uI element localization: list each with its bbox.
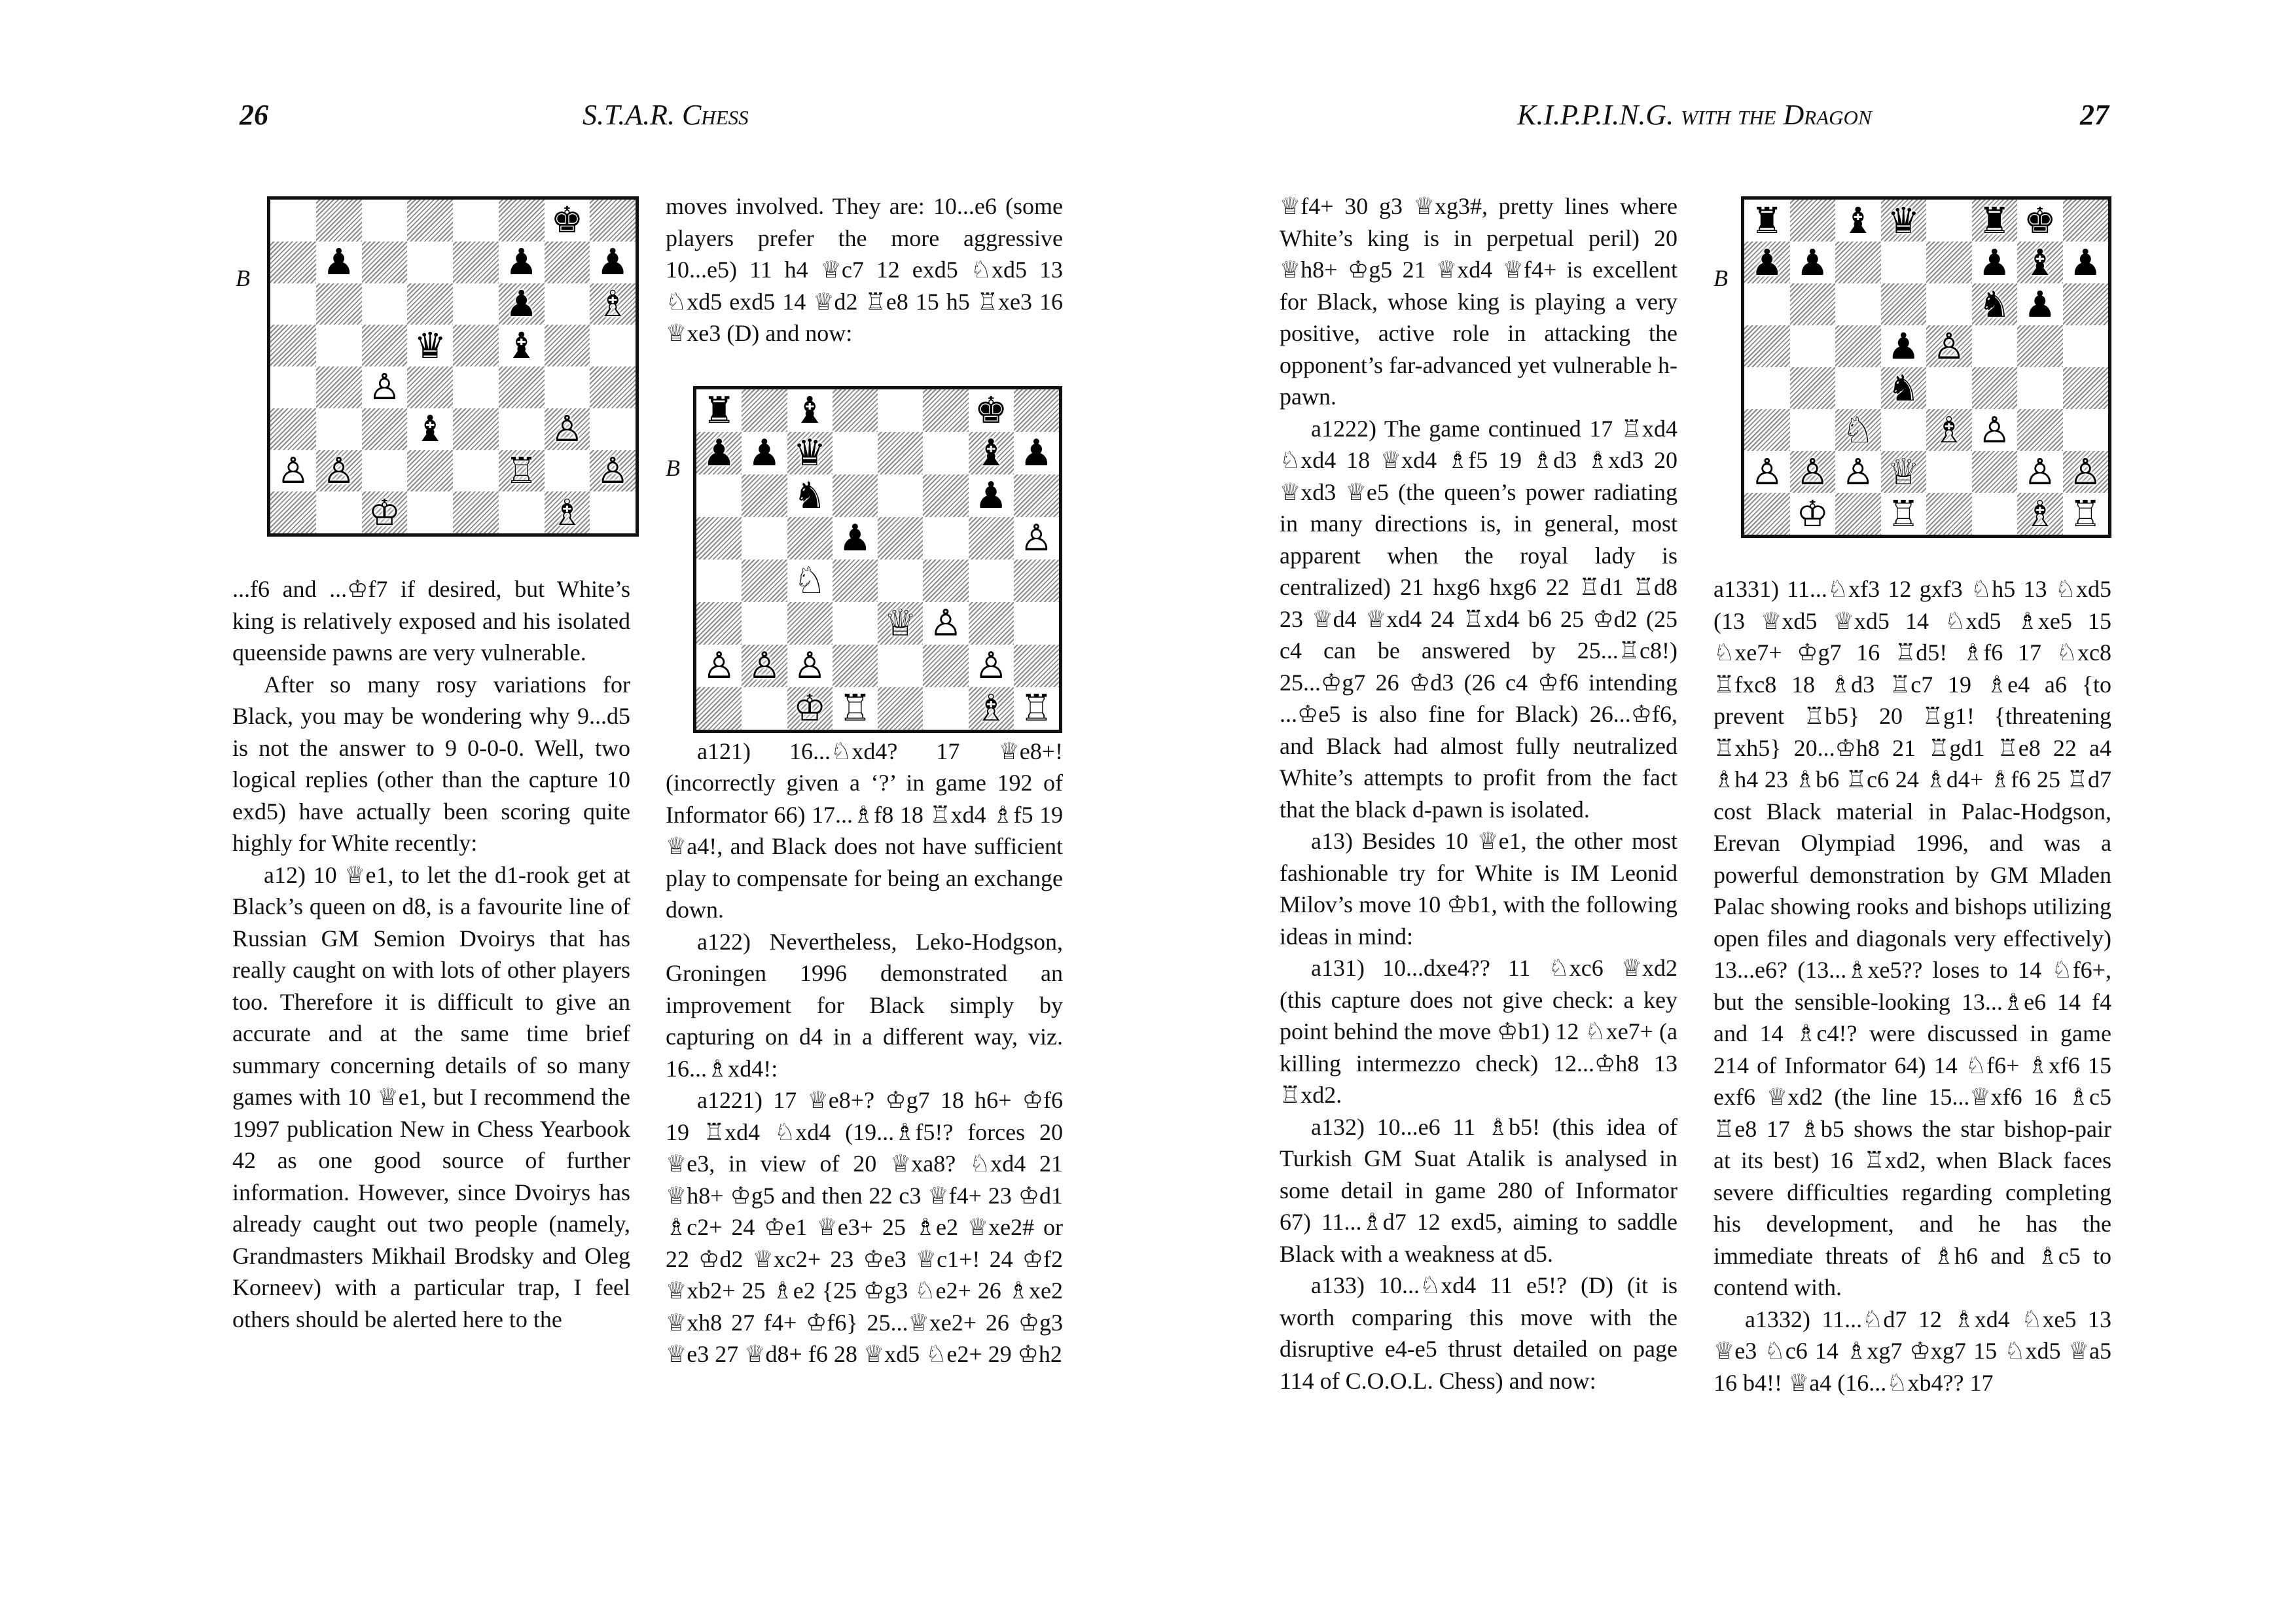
board-square (969, 432, 1014, 474)
board-square (2017, 200, 2063, 241)
board-square (499, 491, 545, 533)
board-square (923, 602, 968, 645)
white-king-icon: ♔ (368, 491, 401, 533)
paragraph: ...f6 and ...♔f7 if desired, but White’s king is relatively exposed and his isolated queenside pawns are very vulnerable. (232, 576, 630, 666)
board-square (545, 366, 590, 408)
white-pawn-icon: ♙ (793, 644, 827, 687)
board-square (499, 200, 545, 241)
paragraph: After so many rosy variations for Black, you may be wondering why 9...d5 is not the answer to 9 0-0-0. Well, two logical replies (other than the capture 10 exd5) have actually been scoring quite highly for White recently: (232, 671, 630, 856)
board-square (270, 241, 316, 283)
board-square (1790, 241, 1836, 283)
board-square (1744, 241, 1790, 283)
board-square (1972, 451, 2018, 493)
black-rook-icon: ♜ (1978, 199, 2011, 241)
white-queen-icon: ♕ (884, 601, 917, 645)
board-square (878, 602, 923, 645)
paragraph: a122) Nevertheless, Leko-Hodgson, Groningen 1996 demonstrated an improvement for Black simply by capturing on d4 in a different way, viz. 16...♗xd4!: (666, 928, 1063, 1082)
board-square (1835, 283, 1881, 325)
board-square (316, 325, 362, 366)
white-queen-icon: ♕ (1887, 450, 1920, 493)
board-square (453, 200, 499, 241)
black-pawn-icon: ♟ (505, 241, 538, 283)
board-square (316, 450, 362, 492)
board-square (362, 283, 408, 325)
board-square (362, 366, 408, 408)
black-king-icon: ♚ (2024, 199, 2056, 241)
board-square (1881, 451, 1927, 493)
board-square (1972, 409, 2018, 451)
white-king-icon: ♔ (793, 687, 827, 730)
board-square (2063, 493, 2109, 535)
paragraph: a133) 10...♘xd4 11 e5!? (D) (it is worth comparing this move with the disruptive e4-e5 thrust detailed on page 114 of C.O.O.L. Chess) and now: (1280, 1272, 1677, 1394)
white-king-icon: ♔ (1796, 492, 1829, 535)
board-square (2063, 451, 2109, 493)
board-square (270, 491, 316, 533)
board-square (1972, 283, 2018, 325)
board-square (316, 283, 362, 325)
board-square (407, 366, 453, 408)
board-square (1926, 241, 1972, 283)
board-square (590, 366, 636, 408)
board-square (1881, 241, 1927, 283)
board-square (2017, 451, 2063, 493)
paragraph: a1332) 11...♘d7 12 ♗xd4 ♘xe5 13 ♕e3 ♘c6 14 ♗xg7 ♔xg7 15 ♘xd5 ♕a5 16 b4!! ♕a4 (16...♘xb4?? 17 (1713, 1306, 2111, 1396)
board-square (2063, 325, 2109, 367)
black-pawn-icon: ♟ (2024, 283, 2056, 325)
board-square (453, 241, 499, 283)
black-pawn-icon: ♟ (505, 282, 538, 325)
white-pawn-icon: ♙ (1020, 516, 1053, 560)
black-queen-icon: ♛ (414, 324, 446, 366)
text-column-4 (1713, 573, 2111, 1399)
board-square (545, 325, 590, 366)
white-bishop-icon: ♗ (975, 687, 1008, 730)
paragraph: a1222) The game continued 17 ♖xd4 ♘xd4 18 ♕xd4 ♗f5 19 ♗d3 ♗xd3 20 ♕xd3 ♕e5 (the queen’s power radiating in many directions is, in general, most apparent when the royal lady is centralized) 21 hxg6 hxg6 22 ♖d1 ♖d8 23 ♕d4 ♕xd4 24 ♖xd4 b6 25 ♔d2 (25 c4 can be answered by 25...♖c8!) 25...♔g7 26 ♔d3 (26 c4 ♔f6 intending ...♔e5 is also fine for Black) 26...♔f6, and Black had almost fully neutralized White’s attempts to profit from the fact that the black d-pawn is isolated. (1280, 415, 1677, 823)
board-square (2063, 409, 2109, 451)
black-pawn-icon: ♟ (702, 431, 736, 474)
black-bishop-icon: ♝ (975, 431, 1008, 474)
board-square (1744, 409, 1790, 451)
board-square (545, 241, 590, 283)
board-square (590, 241, 636, 283)
black-pawn-icon: ♟ (1020, 431, 1053, 474)
board-square (1744, 451, 1790, 493)
board-square (969, 389, 1014, 432)
board-square (362, 325, 408, 366)
black-bishop-icon: ♝ (1842, 199, 1874, 241)
board-square (316, 241, 362, 283)
white-pawn-icon: ♙ (929, 601, 962, 645)
board-square (1835, 241, 1881, 283)
paragraph: a12) 10 ♕e1, to let the d1-rook get at Black’s queen on d8, is a favourite line of Russian GM Semion Dvoirys that has really caught on with lots of other players too. Therefore it is difficult to give an accurate and at the same time brief summary concerning details of so many games with 10 ♕e1, but I recommend the 1997 publication New in Chess Yearbook 42 as one good source of further information. However, since Dvoirys has already caught out two people (namely, Grandmasters Mikhail Brodsky and Oleg Korneev) with a particular trap, I feel others should be alerted here to the (232, 861, 630, 1332)
board-square (787, 389, 833, 432)
board-square (1972, 325, 2018, 367)
board-square (362, 200, 408, 241)
black-bishop-icon: ♝ (2024, 241, 2056, 283)
side-to-move-label: B (666, 455, 680, 481)
board-square (2017, 325, 2063, 367)
board-square (316, 491, 362, 533)
board-square (833, 687, 878, 730)
board-square (787, 560, 833, 602)
board-square (590, 283, 636, 325)
board-square (407, 408, 453, 450)
black-rook-icon: ♜ (702, 389, 736, 432)
right-running-title: K.I.P.P.I.N.G. with the Dragon (1517, 99, 1872, 131)
board-square (1790, 493, 1836, 535)
board-square (1926, 325, 1972, 367)
board-square (2017, 367, 2063, 409)
board-square (969, 687, 1014, 730)
board-square (1014, 432, 1059, 474)
board-square (787, 687, 833, 730)
board-square (453, 283, 499, 325)
paragraph: a121) 16...♘xd4? 17 ♕e8+! (incorrectly given a ‘?’ in game 192 of Informator 66) 17...♗f8 18 ♖xd4 ♗f5 19 ♕a4!, and Black does not have sufficient play to compensate for being an exchange down. (666, 738, 1063, 923)
board-square (969, 645, 1014, 687)
board-square (1744, 200, 1790, 241)
board-square (696, 389, 742, 432)
white-pawn-icon: ♙ (1978, 408, 2011, 451)
right-page-number: 27 (2080, 99, 2109, 131)
board-square (1835, 325, 1881, 367)
side-to-move-label: B (1713, 265, 1728, 291)
board-square (1926, 493, 1972, 535)
board-square (1881, 283, 1927, 325)
board-square (833, 517, 878, 560)
white-pawn-icon: ♙ (368, 366, 401, 408)
white-pawn-icon: ♙ (2069, 450, 2102, 493)
black-knight-icon: ♞ (1887, 366, 1920, 409)
board-square (545, 283, 590, 325)
board-square (407, 200, 453, 241)
board-square (1744, 493, 1790, 535)
left-running-title: S.T.A.R. Chess (583, 99, 749, 131)
board-square (316, 200, 362, 241)
board-square (499, 408, 545, 450)
board-square (545, 491, 590, 533)
board-square (590, 450, 636, 492)
white-pawn-icon: ♙ (1842, 450, 1874, 493)
chessboard (1741, 196, 2111, 538)
board-square (1881, 367, 1927, 409)
board-square (1790, 283, 1836, 325)
white-knight-icon: ♘ (1842, 408, 1874, 451)
board-square (2063, 200, 2109, 241)
board-square (1881, 325, 1927, 367)
paragraph: a1331) 11...♘xf3 12 gxf3 ♘h5 13 ♘xd5 (13 ♕xd5 ♕xd5 14 ♘xd5 ♗xe5 15 ♘xe7+ ♔g7 16 ♖d5! ♗f6 17 ♘xc8 ♖fxc8 18 ♗d3 ♖c7 19 ♗e4 a6 {to prevent ♖b5} 20 ♖g1! {threatening ♖xh5} 20...♔h8 21 ♖gd1 ♖e8 22 a4 ♗h4 23 ♗b6 ♖c6 24 ♗d4+ ♗f6 25 ♖d7 cost Black material in Palac-Hodgson, Erevan Olympiad 1996, and was a powerful demonstration by GM Mladen Palac showing rooks and bishops utilizing open files and diagonals very effectively) 13...e6? (13...♗xe5?? loses to 14 ♘f6+, but the sensible-looking 13...♗e6 14 f4 and 14 ♗c4!? were discussed in game 214 of Informator 64) 14 ♘f6+ ♗xf6 15 exf6 ♕xd2 (the line 15...♕xf6 16 ♗c5 ♖e8 17 ♗b5 shows the star bishop-pair at its best) 16 ♖xd2, when Black faces severe difficulties regarding completing his development, and he has the immediate threats of ♗h6 and ♗c5 to contend with. (1713, 576, 2111, 1300)
black-king-icon: ♚ (550, 199, 584, 241)
board-square (742, 645, 787, 687)
board-square (499, 325, 545, 366)
board-square (270, 366, 316, 408)
left-page-number: 26 (240, 99, 268, 131)
black-bishop-icon: ♝ (414, 408, 446, 450)
black-king-icon: ♚ (975, 389, 1008, 432)
board-square (316, 366, 362, 408)
board-square (453, 366, 499, 408)
side-to-move-label: B (236, 265, 250, 291)
board-square (362, 241, 408, 283)
white-rook-icon: ♖ (1887, 492, 1920, 535)
black-pawn-icon: ♟ (322, 241, 355, 283)
board-square (787, 474, 833, 517)
board-square (696, 432, 742, 474)
black-knight-icon: ♞ (1978, 283, 2011, 325)
board-square (1972, 493, 2018, 535)
board-square (499, 366, 545, 408)
white-pawn-icon: ♙ (702, 644, 736, 687)
black-bishop-icon: ♝ (505, 324, 538, 366)
white-bishop-icon: ♗ (2024, 492, 2056, 535)
board-square (590, 408, 636, 450)
black-pawn-icon: ♟ (1887, 325, 1920, 367)
board-square (590, 491, 636, 533)
paragraph: a132) 10...e6 11 ♗b5! (this idea of Turkish GM Suat Atalik is analysed in some detail in game 280 of Informator 67) 11...♗d7 12 exd5, aiming to saddle Black with a weakness at d5. (1280, 1113, 1677, 1267)
board-square (1835, 451, 1881, 493)
board-square (1972, 241, 2018, 283)
white-bishop-icon: ♗ (596, 282, 629, 325)
board-square (1926, 451, 1972, 493)
board-square (1790, 367, 1836, 409)
text-column-1 (232, 573, 630, 1335)
white-pawn-icon: ♙ (975, 644, 1008, 687)
board-square (2017, 409, 2063, 451)
black-queen-icon: ♛ (793, 431, 827, 474)
board-square (1926, 200, 1972, 241)
white-pawn-icon: ♙ (747, 644, 781, 687)
white-pawn-icon: ♙ (277, 449, 310, 491)
board-square (362, 450, 408, 492)
board-square (1926, 409, 1972, 451)
paragraph: a1221) 17 ♕e8+? ♔g7 18 h6+ ♔f6 19 ♖xd4 ♘xd4 (19...♗f5!? forces 20 ♕e3, in view of 20 ♕xa8? ♘xd4 21 ♕h8+ ♔g5 and then 22 c3 ♕f4+ 23 ♔d1 ♗c2+ 24 ♔e1 ♕e3+ 25 ♗e2 ♕xe2# or 22 ♔d2 ♕xc2+ 23 ♔e3 ♕c1+! 24 ♔f2 ♕xb2+ 25 ♗e2 {25 ♔g3 ♘e2+ 26 ♗xe2 ♕xh8 27 f4+ ♔f6} 25...♕xe2+ 26 ♔g3 ♕e3 27 ♕d8+ f6 28 ♕xd5 ♘e2+ 29 ♔h2 (666, 1087, 1063, 1367)
black-pawn-icon: ♟ (1751, 241, 1784, 283)
board-square (1926, 283, 1972, 325)
board-square (453, 450, 499, 492)
board-square (1744, 325, 1790, 367)
board-square (407, 325, 453, 366)
white-pawn-icon: ♙ (550, 408, 584, 450)
white-pawn-icon: ♙ (1796, 450, 1829, 493)
paragraph: ♕f4+ 30 g3 ♕xg3#, pretty lines where White’s king is in perpetual peril) 20 ♕h8+ ♔g5 21 ♕xd4 ♕f4+ is excellent for Black, whose king is playing a very positive, active role in attacking the opponent’s far-advanced yet vulnerable h-pawn. (1280, 193, 1677, 410)
board-square (362, 408, 408, 450)
board-square (590, 325, 636, 366)
board-square (1972, 200, 2018, 241)
black-queen-icon: ♛ (1887, 199, 1920, 241)
white-rook-icon: ♖ (838, 687, 872, 730)
board-square (362, 491, 408, 533)
black-pawn-icon: ♟ (596, 241, 629, 283)
board-square (545, 200, 590, 241)
black-rook-icon: ♜ (1751, 199, 1784, 241)
board-square (787, 645, 833, 687)
paragraph: a131) 10...dxe4?? 11 ♘xc6 ♕xd2 (this capture does not give check: a key point behind the move ♔b1) 12 ♘xe7+ (a killing intermezzo check) 12...♔h8 13 ♖xd2. (1280, 955, 1677, 1108)
black-pawn-icon: ♟ (747, 431, 781, 474)
board-square (742, 432, 787, 474)
black-pawn-icon: ♟ (975, 474, 1008, 517)
white-rook-icon: ♖ (505, 449, 538, 491)
board-square (316, 408, 362, 450)
black-knight-icon: ♞ (793, 474, 827, 517)
text-column-3 (1280, 190, 1677, 1397)
board-square (270, 408, 316, 450)
black-pawn-icon: ♟ (2069, 241, 2102, 283)
board-square (499, 283, 545, 325)
white-pawn-icon: ♙ (2024, 450, 2056, 493)
board-square (270, 450, 316, 492)
paragraph: a13) Besides 10 ♕e1, the other most fashionable try for White is IM Leonid Milov’s move 10 ♔b1, with the following ideas in mind: (1280, 828, 1677, 950)
board-square (407, 450, 453, 492)
board-square (2017, 283, 2063, 325)
board-square (499, 450, 545, 492)
white-rook-icon: ♖ (2069, 492, 2102, 535)
board-square (696, 645, 742, 687)
board-square (2063, 241, 2109, 283)
board-square (545, 450, 590, 492)
board-square (453, 408, 499, 450)
board-square (969, 474, 1014, 517)
board-square (499, 241, 545, 283)
board-square (407, 241, 453, 283)
black-pawn-icon: ♟ (1796, 241, 1829, 283)
white-pawn-icon: ♙ (322, 449, 355, 491)
white-pawn-icon: ♙ (1751, 450, 1784, 493)
board-square (787, 432, 833, 474)
board-square (270, 283, 316, 325)
board-square (1835, 367, 1881, 409)
white-pawn-icon: ♙ (1933, 325, 1965, 367)
board-square (1790, 325, 1836, 367)
board-square (1881, 409, 1927, 451)
board-square (1926, 367, 1972, 409)
board-square (270, 200, 316, 241)
white-rook-icon: ♖ (1020, 687, 1053, 730)
board-square (1744, 283, 1790, 325)
board-square (2063, 367, 2109, 409)
board-square (407, 491, 453, 533)
board-square (1014, 517, 1059, 560)
board-square (1881, 493, 1927, 535)
board-square (1972, 367, 2018, 409)
board-square (407, 283, 453, 325)
board-square (1790, 451, 1836, 493)
white-pawn-icon: ♙ (596, 449, 629, 491)
white-bishop-icon: ♗ (1933, 408, 1965, 451)
board-square (453, 325, 499, 366)
black-pawn-icon: ♟ (1978, 241, 2011, 283)
board-square (1014, 687, 1059, 730)
board-square (1835, 493, 1881, 535)
board-square (1790, 409, 1836, 451)
board-square (590, 200, 636, 241)
black-pawn-icon: ♟ (838, 516, 872, 560)
black-bishop-icon: ♝ (793, 389, 827, 432)
text-column-2 (666, 190, 1063, 1370)
board-square (2017, 493, 2063, 535)
board-square (1790, 200, 1836, 241)
board-square (2063, 283, 2109, 325)
board-square (1835, 409, 1881, 451)
paragraph: moves involved. They are: 10...e6 (some players prefer the more aggressive 10...e5) 11 h4 ♕c7 12 exd5 ♘xd5 13 ♘xd5 exd5 14 ♕d2 ♖e8 15 h5 ♖xe3 16 ♕xe3 (D) and now: (666, 193, 1063, 346)
board-square (1835, 200, 1881, 241)
board-square (2017, 241, 2063, 283)
board-square (453, 491, 499, 533)
white-knight-icon: ♘ (793, 559, 827, 602)
board-square (545, 408, 590, 450)
chessboard (267, 196, 639, 537)
white-bishop-icon: ♗ (550, 491, 584, 533)
board-square (1744, 367, 1790, 409)
board-square (1881, 200, 1927, 241)
board-square (270, 325, 316, 366)
